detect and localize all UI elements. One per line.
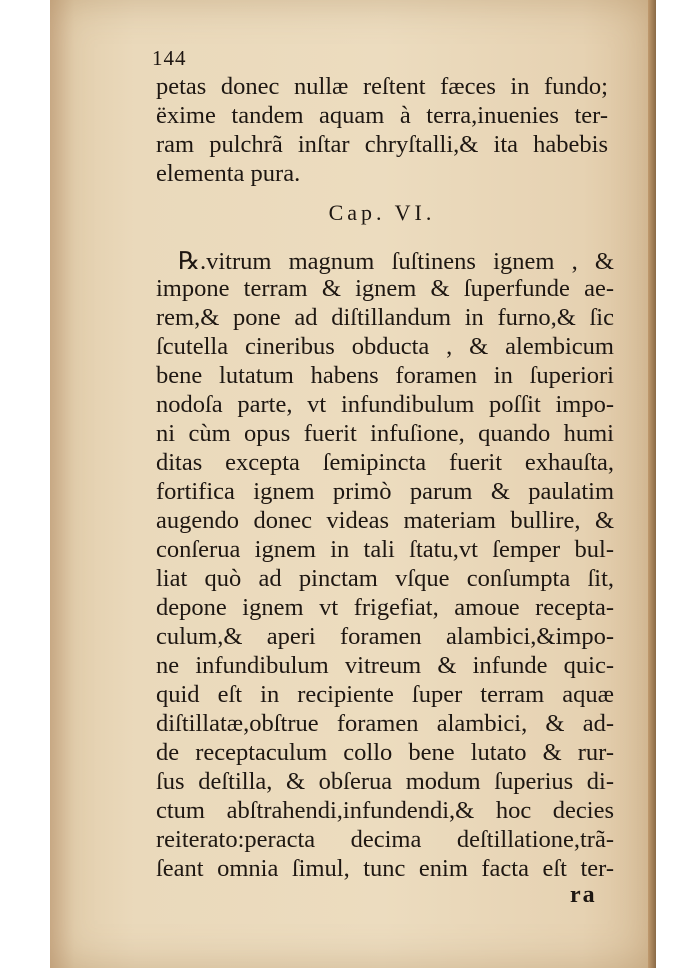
paragraph-1	[156, 73, 608, 189]
text-line: ſus deſtilla, & obſerua modum ſuperius di-	[156, 768, 614, 795]
text-line: diſtillatæ,obſtrue foramen alambici, & ad-	[156, 710, 614, 737]
text-line: liat quò ad pinctam vſque conſumpta ſit,	[156, 565, 614, 592]
text-line: ram pulchrã inſtar chryſtalli,& ita habebis	[156, 131, 608, 158]
text-line: ne infundibulum vitreum & infunde quic-	[156, 652, 614, 679]
text-line: ℞.vitrum magnum ſuſtinens ignem , &	[178, 248, 614, 275]
text-line: de receptaculum collo bene lutato & rur-	[156, 739, 614, 766]
text-line: impone terram & ignem & ſuperfunde ae-	[156, 275, 614, 302]
text-line: ſeant omnia ſimul, tunc enim facta eſt ter-	[156, 855, 614, 882]
text-line: culum,& aperi foramen alambici,&impo-	[156, 623, 614, 650]
text-line: rem,& pone ad diſtillandum in furno,& ſic	[156, 304, 614, 331]
text-line: ſcutella cineribus obducta , & alembicum	[156, 333, 614, 360]
text-line: elementa pura.	[156, 160, 301, 187]
text-line: conſerua ignem in tali ſtatu,vt ſemper bul-	[156, 536, 614, 563]
text-line: petas donec nullæ reſtent fæces in fundo;	[156, 73, 608, 100]
page-edge-shadow	[648, 0, 656, 968]
paragraph-2	[156, 246, 614, 884]
text-line: augendo donec videas materiam bullire, &	[156, 507, 614, 534]
text-line: ëxime tandem aquam à terra,inuenies ter-	[156, 102, 608, 129]
text-line: ni cùm opus fuerit infuſione, quando humi	[156, 420, 614, 447]
text-line: reiterato:peracta decima deſtillatione,trã-	[156, 826, 614, 853]
catchword: ra	[570, 882, 597, 908]
text-line: bene lutatum habens foramen in ſuperiori	[156, 362, 614, 389]
chapter-heading: Cap. VI.	[328, 200, 436, 225]
text-line: fortifica ignem primò parum & paulatim	[156, 478, 614, 505]
text-line: quid eſt in recipiente ſuper terram aquæ	[156, 681, 614, 708]
text-line: ditas excepta ſemipincta fuerit exhauſta,	[156, 449, 614, 476]
text-line: depone ignem vt frigefiat, amoue recepta-	[156, 594, 614, 621]
text-line: nodoſa parte, vt infundibulum poſſit impo-	[156, 391, 614, 418]
text-line: ctum abſtrahendi,infundendi,& hoc decies	[156, 797, 614, 824]
page-number: 144	[152, 46, 187, 70]
